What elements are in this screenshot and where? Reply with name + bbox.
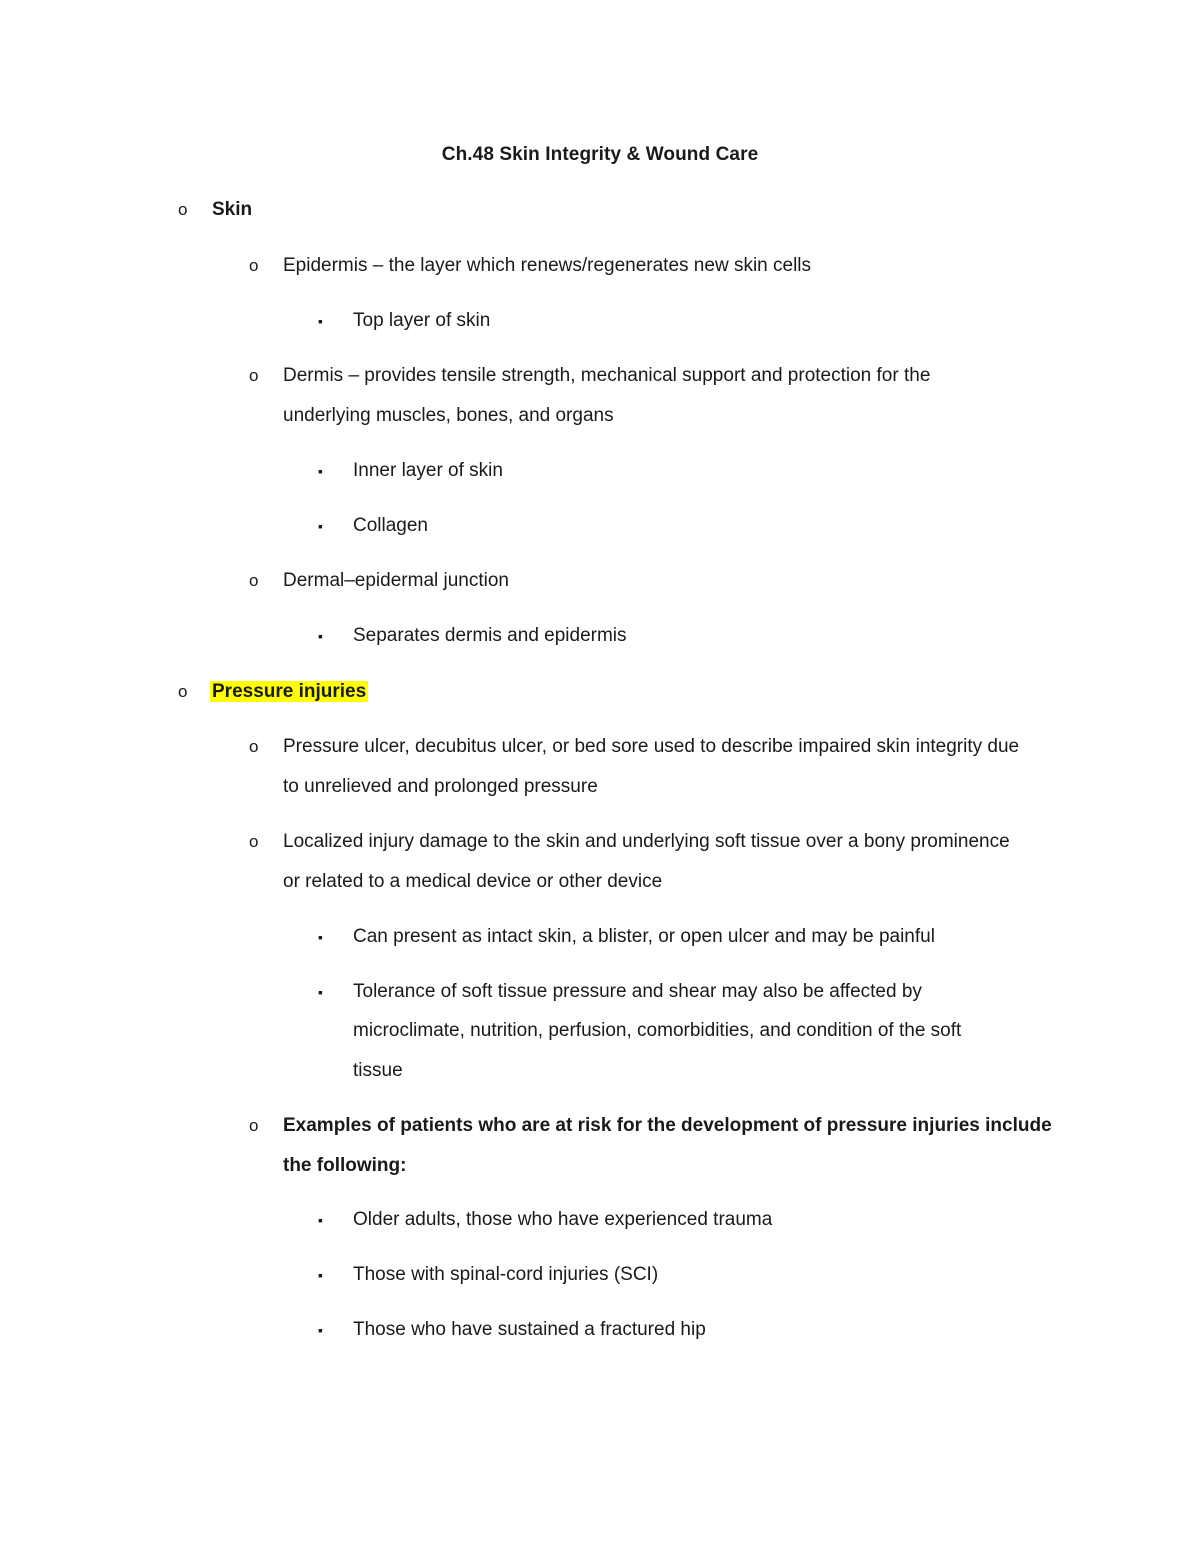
- section-heading-pressure-injuries: [210, 672, 368, 712]
- list-marker-square: ▪: [318, 1322, 323, 1338]
- list-item: Pressure ulcer, decubitus ulcer, or bed sore used to describe impaired skin integrity due: [283, 736, 1020, 757]
- list-item: Localized injury damage to the skin and underlying soft tissue over a bony prominence: [283, 831, 1010, 852]
- list-item: Top layer of skin: [353, 310, 491, 331]
- list-item: Inner layer of skin: [353, 460, 503, 481]
- highlighted-heading: Pressure injuries: [212, 681, 367, 702]
- list-marker-square: ▪: [318, 628, 323, 644]
- list-marker-square: ▪: [318, 929, 323, 945]
- list-item-continuation: or related to a medical device or other device: [283, 871, 663, 892]
- list-item: Collagen: [353, 515, 428, 536]
- list-item: Dermal–epidermal junction: [283, 570, 509, 591]
- list-item: Epidermis – the layer which renews/regenerates new skin cells: [283, 255, 812, 276]
- list-item: Those who have sustained a fractured hip: [353, 1319, 706, 1340]
- list-item-continuation: tissue: [353, 1060, 403, 1081]
- list-item: Those with spinal-cord injuries (SCI): [353, 1264, 659, 1285]
- list-item: Can present as intact skin, a blister, or open ulcer and may be painful: [353, 926, 935, 947]
- list-item-continuation: microclimate, nutrition, perfusion, comorbidities, and condition of the soft: [353, 1020, 962, 1041]
- list-marker-square: ▪: [318, 518, 323, 534]
- list-marker-circle: o: [249, 256, 259, 275]
- list-marker-square: ▪: [318, 1212, 323, 1228]
- page-title: Ch.48 Skin Integrity & Wound Care: [441, 144, 759, 165]
- list-marker-square: ▪: [318, 1267, 323, 1283]
- list-marker-square: ▪: [318, 313, 323, 329]
- list-item-continuation: the following:: [283, 1155, 407, 1176]
- list-item: Dermis – provides tensile strength, mechanical support and protection for the: [283, 365, 931, 386]
- list-marker-circle: o: [178, 200, 188, 219]
- list-marker-square: ▪: [318, 463, 323, 479]
- list-marker-square: ▪: [318, 984, 323, 1000]
- list-item: Examples of patients who are at risk for the development of pressure injuries include: [283, 1115, 1052, 1136]
- list-item: Older adults, those who have experienced trauma: [353, 1209, 773, 1230]
- list-item-continuation: to unrelieved and prolonged pressure: [283, 776, 598, 797]
- list-marker-circle: o: [249, 737, 259, 756]
- section-heading-skin: Skin: [212, 199, 253, 220]
- list-marker-circle: o: [249, 366, 259, 385]
- list-item-continuation: underlying muscles, bones, and organs: [283, 405, 614, 426]
- list-marker-circle: o: [249, 832, 259, 851]
- list-item: Tolerance of soft tissue pressure and shear may also be affected by: [353, 981, 922, 1002]
- list-item: Separates dermis and epidermis: [353, 625, 627, 646]
- list-marker-circle: o: [249, 1116, 259, 1135]
- list-marker-circle: o: [178, 682, 188, 701]
- list-marker-circle: o: [249, 571, 259, 590]
